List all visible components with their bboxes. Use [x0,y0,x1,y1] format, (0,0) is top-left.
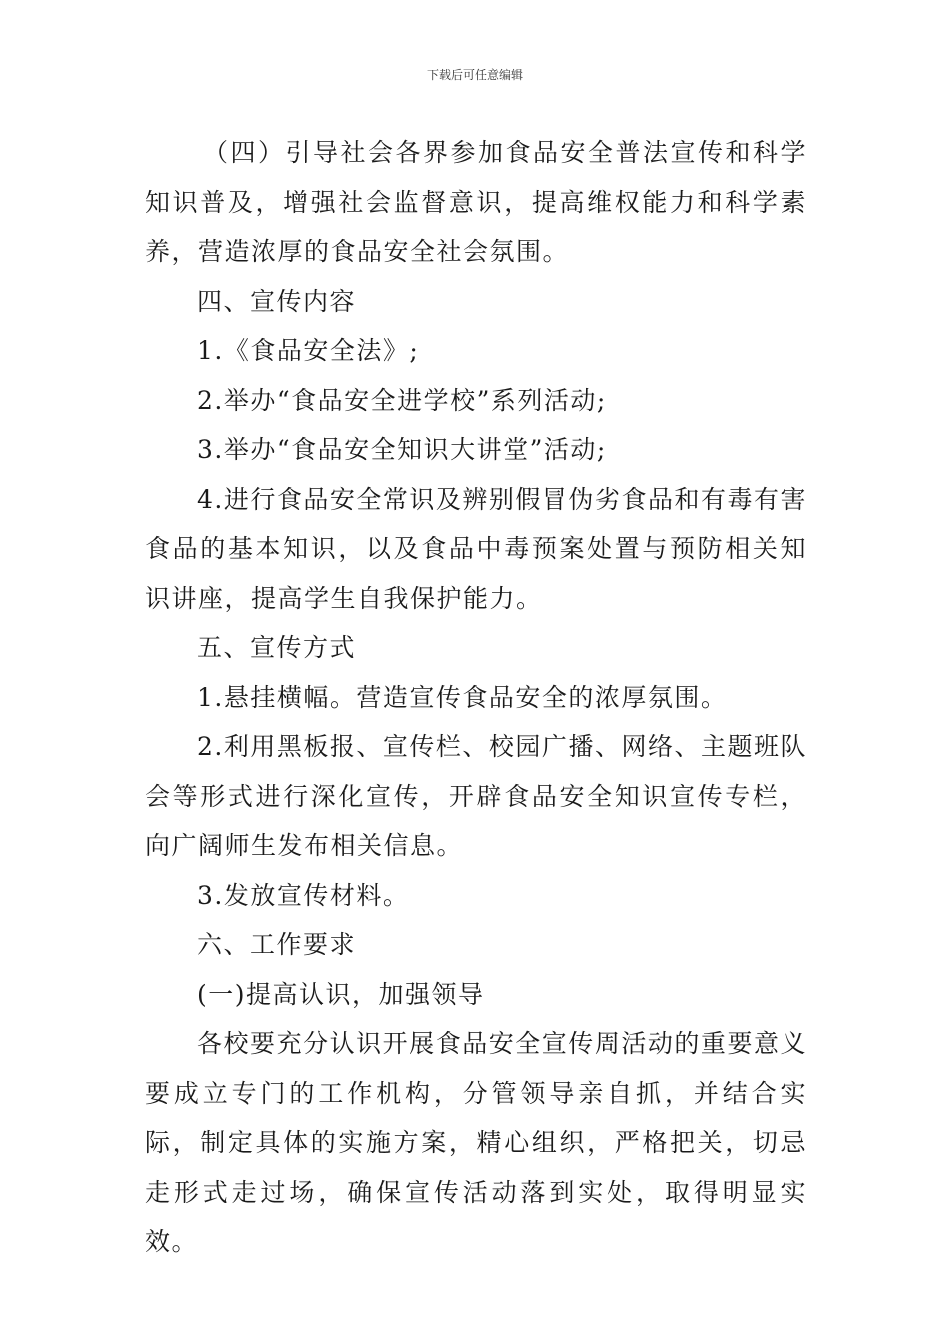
document-body [145,128,807,1267]
list-item-food-safety-law: 1.《食品安全法》; [197,336,420,365]
paragraph-school-requirements: 各校要充分认识开展食品安全宣传周活动的重要意义要成立专门的工作机构，分管领导亲自抓，并结合实际，制定具体的实施方案，精心组织，严格把关，切忌走形式走过场，确保宣传活动落到实处，取得明显实效。 [145,1029,807,1256]
paragraph-guide-society: （四）引导社会各界参加食品安全普法宣传和科学知识普及，增强社会监督意识，提高维权能力和科学素养，营造浓厚的食品安全社会氛围。 [145,138,807,266]
subheading-raise-awareness: (一)提高认识，加强领导 [197,979,485,1009]
section-heading-work-requirements: 六、工作要求 [197,930,357,959]
list-item-food-safety-school: 2.举办“食品安全进学校”系列活动; [197,385,607,415]
section-heading-publicity-methods: 五、宣传方式 [197,633,357,662]
list-item-blackboard-media: 2.利用黑板报、宣传栏、校园广播、网络、主题班队会等形式进行深化宣传，开辟食品安全知识宣传专栏，向广阔师生发布相关信息。 [145,732,807,860]
header-note: 下载后可任意编辑 [426,68,523,82]
list-item-distribute-materials: 3.发放宣传材料。 [197,880,410,910]
list-item-safety-common-sense: 4.进行食品安全常识及辨别假冒伪劣食品和有毒有害食品的基本知识，以及食品中毒预案处置与预防相关知识讲座，提高学生自我保护能力。 [145,484,807,613]
list-item-knowledge-lecture: 3.举办“食品安全知识大讲堂”活动; [197,435,607,464]
list-item-hang-banners: 1.悬挂横幅。营造宣传食品安全的浓厚氛围。 [197,682,728,712]
section-heading-publicity-content: 四、宣传内容 [197,286,357,316]
